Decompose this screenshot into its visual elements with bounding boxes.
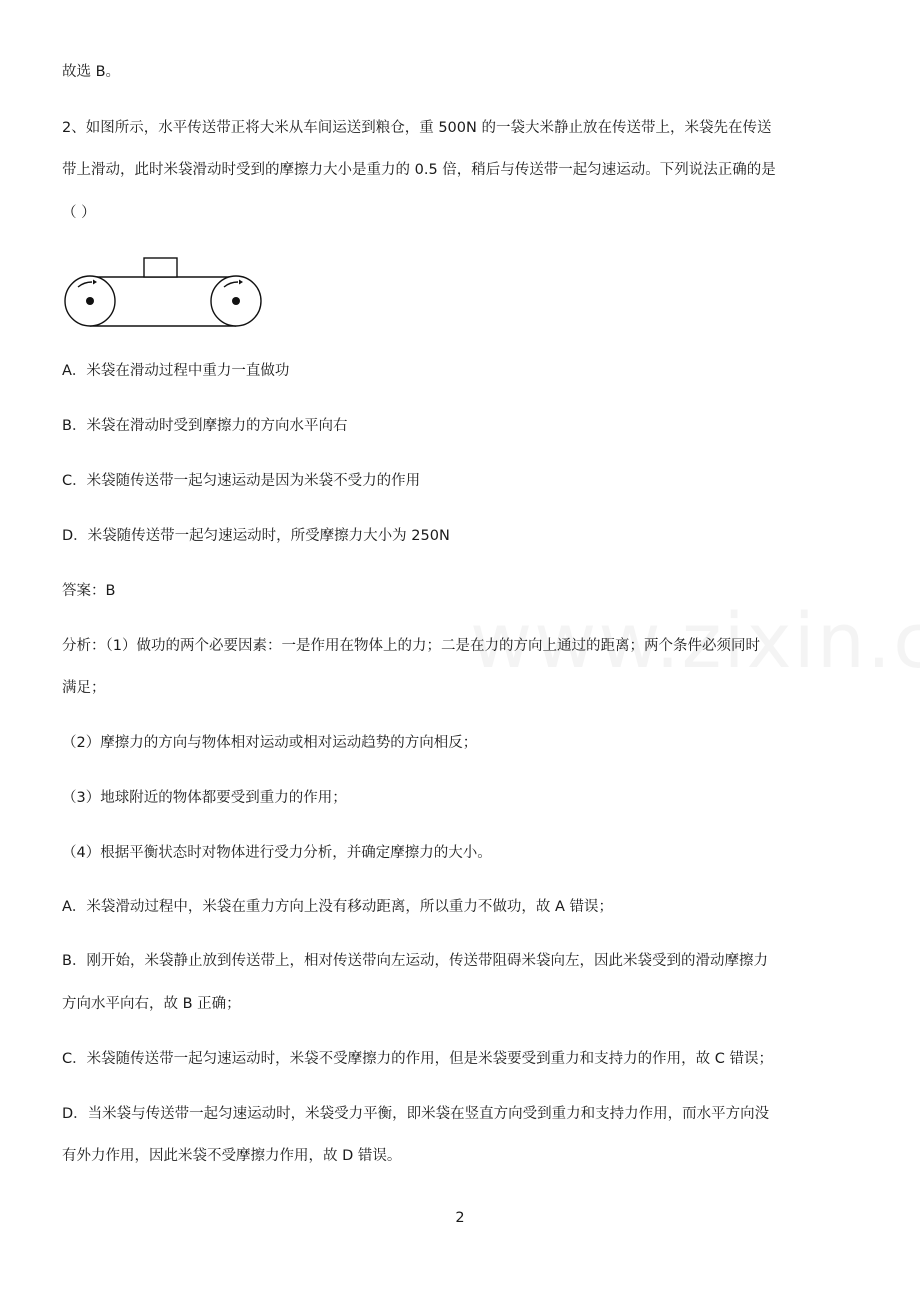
explanation-b-line-1: B．刚开始，米袋静止放到传送带上，相对传送带向左运动，传送带阻碍米袋向左，因此米袋受到的滑动摩擦力 <box>62 953 768 969</box>
explanation-c: C．米袋随传送带一起匀速运动时，米袋不受摩擦力的作用，但是米袋要受到重力和支持力的作用，故 C 错误； <box>62 1051 773 1067</box>
option-b: B．米袋在滑动时受到摩擦力的方向水平向右 <box>62 418 348 434</box>
rice-bag-box <box>144 258 177 277</box>
explanation-d-line-2: 有外力作用，因此米袋不受摩擦力作用，故 D 错误。 <box>62 1148 402 1164</box>
page-number: 2 <box>455 1210 465 1226</box>
analysis-point-4: （4）根据平衡状态时对物体进行受力分析，并确定摩擦力的大小。 <box>62 845 492 861</box>
explanation-a: A．米袋滑动过程中，米袋在重力方向上没有移动距离，所以重力不做功，故 A 错误； <box>62 899 614 915</box>
question-2-line-1: 2、如图所示，水平传送带正将大米从车间运送到粮仓，重 500N 的一袋大米静止放在传送带上，米袋先在传送 <box>62 120 772 136</box>
analysis-line-2: 满足； <box>62 680 106 696</box>
analysis-line-1: 分析：（1）做功的两个必要因素：一是作用在物体上的力；二是在力的方向上通过的距离；两个条件必须同时 <box>62 638 760 654</box>
analysis-point-3: （3）地球附近的物体都要受到重力的作用； <box>62 790 347 806</box>
question-2-bracket: （ ） <box>62 205 96 221</box>
left-pulley-axle <box>86 297 94 305</box>
answer-line: 答案：B <box>62 583 116 599</box>
explanation-d-line-1: D．当米袋与传送带一起匀速运动时，米袋受力平衡，即米袋在竖直方向受到重力和支持力作用，而水平方向没 <box>62 1106 770 1122</box>
option-c: C．米袋随传送带一起匀速运动是因为米袋不受力的作用 <box>62 473 421 489</box>
explanation-b-line-2: 方向水平向右，故 B 正确； <box>62 996 241 1012</box>
text-line-previous-answer: 故选 B。 <box>62 64 121 80</box>
analysis-point-2: （2）摩擦力的方向与物体相对运动或相对运动趋势的方向相反； <box>62 735 478 751</box>
option-a: A．米袋在滑动过程中重力一直做功 <box>62 363 290 379</box>
question-2-line-2: 带上滑动，此时米袋滑动时受到的摩擦力大小是重力的 0.5 倍，稍后与传送带一起匀速运动。下列说法正确的是 <box>62 162 776 178</box>
right-pulley-axle <box>232 297 240 305</box>
conveyor-belt-diagram <box>62 254 267 330</box>
option-d: D．米袋随传送带一起匀速运动时，所受摩擦力大小为 250N <box>62 528 450 544</box>
